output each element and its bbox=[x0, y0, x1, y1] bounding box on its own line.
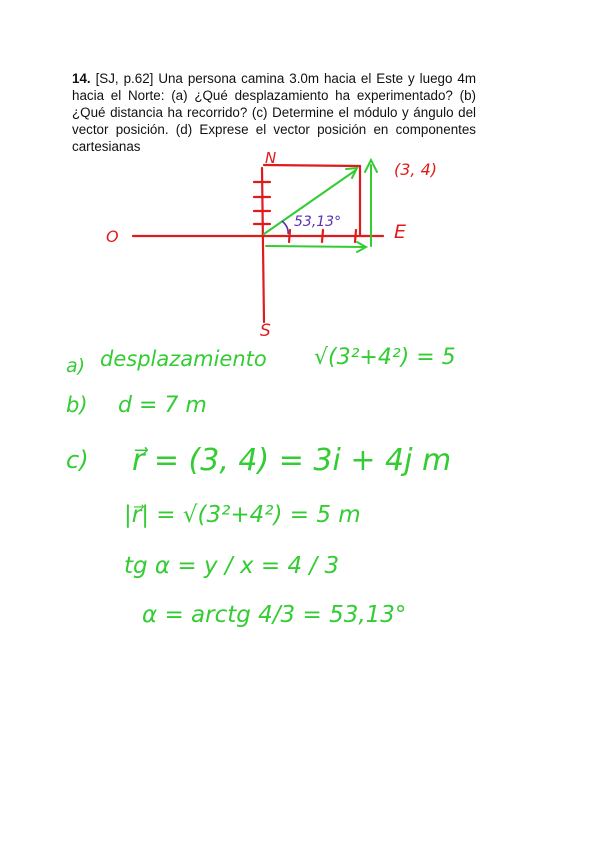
answer-b-label: b) bbox=[66, 393, 88, 417]
answer-c-vector: r⃗ = (3, 4) = 3i + 4j m bbox=[132, 443, 452, 478]
east-component bbox=[266, 246, 365, 247]
problem-number: 14. bbox=[72, 71, 91, 86]
answer-a-label: a) bbox=[66, 355, 86, 377]
answer-b-equation: d = 7 m bbox=[118, 393, 207, 418]
angle-label: 53,13° bbox=[294, 214, 342, 230]
east-label: E bbox=[394, 221, 407, 243]
south-label: S bbox=[260, 321, 271, 341]
answer-a-equation: √(3²+4²) = 5 bbox=[314, 345, 456, 370]
west-label: O bbox=[106, 227, 119, 246]
rect-top bbox=[264, 165, 360, 166]
problem-text: [SJ, p.62] Una persona camina 3.0m hacia el Este y luego 4m hacia el Norte: (a) ¿Qué desplazamiento ha experimentado? (b) ¿Qué distancia ha recorrido? (c) Determine el módulo y ángulo del vector posición. (d) Exprese el vector posición en componentes cartesianas bbox=[72, 71, 476, 154]
north-label: N bbox=[265, 149, 277, 167]
answer-c-tangent: tg α = y / x = 4 / 3 bbox=[124, 553, 340, 579]
coordinate-axes bbox=[133, 165, 383, 322]
y-axis bbox=[262, 168, 264, 322]
x-tick bbox=[289, 230, 290, 242]
point-label: (3, 4) bbox=[394, 160, 438, 179]
answer-c-label: c) bbox=[66, 446, 89, 474]
answer-a-text: desplazamiento bbox=[100, 347, 267, 371]
answer-c-modulus: |r⃗| = √(3²+4²) = 5 m bbox=[124, 502, 361, 528]
x-tick bbox=[322, 230, 323, 242]
angle-arc bbox=[282, 221, 288, 234]
answer-c-angle: α = arctg 4/3 = 53,13° bbox=[142, 602, 407, 628]
x-tick bbox=[355, 230, 356, 242]
